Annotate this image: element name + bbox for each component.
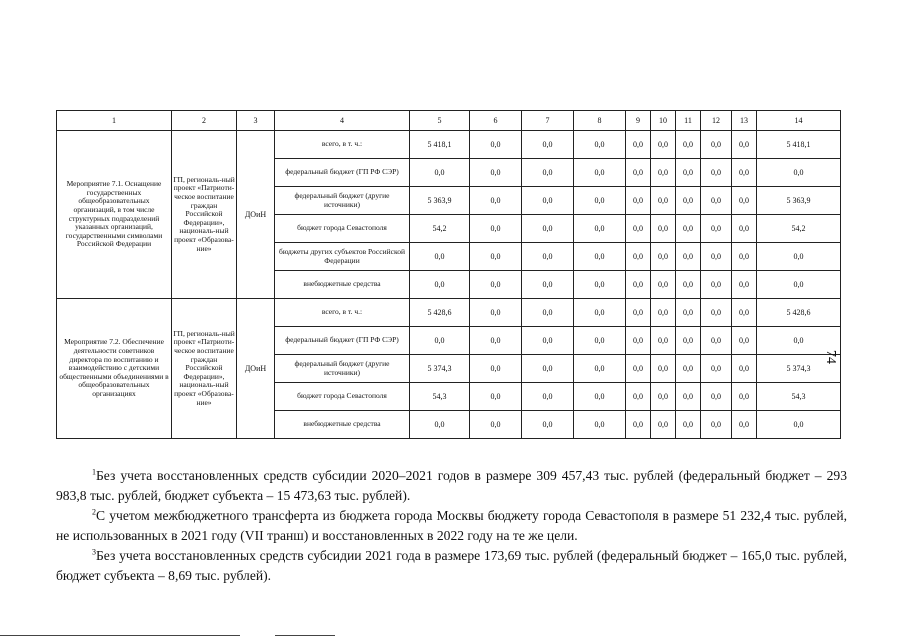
value-cell: 5 374,3 — [410, 355, 470, 383]
value-cell: 0,0 — [757, 411, 841, 439]
value-cell: 0,0 — [701, 299, 732, 327]
value-cell: 0,0 — [574, 327, 626, 355]
funding-source-cell: всего, в т. ч.: — [275, 299, 410, 327]
header-cell: 13 — [732, 111, 757, 131]
value-cell: 0,0 — [470, 243, 522, 271]
value-cell: 0,0 — [732, 271, 757, 299]
value-cell: 0,0 — [626, 243, 651, 271]
value-cell: 0,0 — [701, 327, 732, 355]
value-cell: 0,0 — [626, 271, 651, 299]
value-cell: 0,0 — [626, 327, 651, 355]
value-cell: 0,0 — [574, 187, 626, 215]
funding-source-cell: внебюджетные средства — [275, 271, 410, 299]
value-cell: 0,0 — [574, 243, 626, 271]
value-cell: 0,0 — [410, 243, 470, 271]
footnote-mark: 2 — [92, 507, 96, 517]
header-cell: 6 — [470, 111, 522, 131]
value-cell: 54,3 — [410, 383, 470, 411]
value-cell: 0,0 — [732, 411, 757, 439]
value-cell: 0,0 — [470, 131, 522, 159]
value-cell: 0,0 — [522, 243, 574, 271]
activity-name-cell: Мероприятие 7.2. Обеспечение деятельности советников директора по воспитанию и взаимодействию с детскими общественными объединениями в общеобразовательных организациях — [57, 299, 172, 439]
value-cell: 0,0 — [651, 299, 676, 327]
value-cell: 0,0 — [676, 355, 701, 383]
value-cell: 0,0 — [676, 411, 701, 439]
header-cell: 10 — [651, 111, 676, 131]
value-cell: 0,0 — [732, 187, 757, 215]
value-cell: 0,0 — [676, 187, 701, 215]
value-cell: 0,0 — [410, 159, 470, 187]
value-cell: 0,0 — [651, 215, 676, 243]
value-cell: 0,0 — [470, 411, 522, 439]
value-cell: 0,0 — [522, 327, 574, 355]
header-cell: 9 — [626, 111, 651, 131]
value-cell: 0,0 — [701, 243, 732, 271]
value-cell: 0,0 — [626, 215, 651, 243]
value-cell: 0,0 — [574, 411, 626, 439]
page-number: 74 — [823, 350, 838, 364]
funding-source-cell: бюджеты других субъектов Российской Федерации — [275, 243, 410, 271]
value-cell: 0,0 — [522, 411, 574, 439]
value-cell: 0,0 — [757, 271, 841, 299]
value-cell: 0,0 — [470, 327, 522, 355]
header-cell: 7 — [522, 111, 574, 131]
value-cell: 0,0 — [522, 159, 574, 187]
value-cell: 0,0 — [651, 383, 676, 411]
footnote-mark: 1 — [92, 467, 96, 477]
value-cell: 0,0 — [410, 271, 470, 299]
value-cell: 0,0 — [651, 355, 676, 383]
value-cell: 0,0 — [651, 131, 676, 159]
value-cell: 0,0 — [701, 159, 732, 187]
value-cell: 0,0 — [676, 131, 701, 159]
header-cell: 3 — [237, 111, 275, 131]
value-cell: 0,0 — [574, 215, 626, 243]
value-cell: 0,0 — [470, 271, 522, 299]
value-cell: 0,0 — [470, 299, 522, 327]
value-cell: 0,0 — [574, 299, 626, 327]
value-cell: 0,0 — [701, 383, 732, 411]
funding-source-cell: внебюджетные средства — [275, 411, 410, 439]
value-cell: 0,0 — [676, 383, 701, 411]
value-cell: 0,0 — [626, 355, 651, 383]
value-cell: 0,0 — [732, 215, 757, 243]
value-cell: 0,0 — [574, 271, 626, 299]
value-cell: 0,0 — [651, 243, 676, 271]
value-cell: 0,0 — [574, 355, 626, 383]
value-cell: 0,0 — [732, 383, 757, 411]
funding-source-cell: бюджет города Севастополя — [275, 215, 410, 243]
table-row — [57, 299, 841, 327]
header-cell: 11 — [676, 111, 701, 131]
value-cell: 0,0 — [626, 383, 651, 411]
value-cell: 0,0 — [522, 187, 574, 215]
header-cell: 1 — [57, 111, 172, 131]
value-cell: 0,0 — [701, 187, 732, 215]
header-cell: 4 — [275, 111, 410, 131]
value-cell: 0,0 — [522, 215, 574, 243]
table-row — [57, 131, 841, 159]
footnote-2 — [56, 506, 847, 546]
value-cell: 0,0 — [651, 187, 676, 215]
value-cell: 0,0 — [410, 411, 470, 439]
header-cell: 8 — [574, 111, 626, 131]
header-row — [57, 111, 841, 131]
value-cell: 0,0 — [701, 411, 732, 439]
footnote-text: Без учета восстановленных средств субсидии 2021 года в размере 173,69 тыс. рублей (федеральный бюджет – 165,0 тыс. рублей, бюджет субъекта – 8,69 тыс. рублей). — [56, 548, 847, 583]
value-cell: 0,0 — [732, 243, 757, 271]
scan-artifact-line — [0, 635, 240, 636]
value-cell: 0,0 — [470, 187, 522, 215]
footnote-text: Без учета восстановленных средств субсидии 2020–2021 годов в размере 309 457,43 тыс. рублей (федеральный бюджет – 293 983,8 тыс. рублей, бюджет субъекта – 15 473,63 тыс. рублей). — [56, 468, 847, 503]
funding-source-cell: федеральный бюджет (ГП РФ СЭР) — [275, 327, 410, 355]
value-cell: 0,0 — [701, 215, 732, 243]
value-cell: 0,0 — [410, 327, 470, 355]
footnote-mark: 3 — [92, 547, 96, 557]
scan-artifact-line — [275, 635, 335, 636]
footnote-text: С учетом межбюджетного трансферта из бюджета города Москвы бюджету города Севастополя в размере 51 232,4 тыс. рублей, не использованных в 2021 году (VII транш) и восстановленных в 2022 году на те же цели. — [56, 508, 847, 543]
value-cell: 0,0 — [522, 355, 574, 383]
value-cell: 0,0 — [757, 159, 841, 187]
header-cell: 12 — [701, 111, 732, 131]
value-cell: 0,0 — [701, 271, 732, 299]
executor-cell: ДОиН — [237, 131, 275, 299]
value-cell: 0,0 — [470, 383, 522, 411]
program-cell: ГП, региональ-ный проект «Патриоти-ческое воспитание граждан Российской Федерации», националь-ный проект «Образова-ние» — [172, 131, 237, 299]
activity-name-cell: Мероприятие 7.1. Оснащение государственных общеобразовательных организаций, в том числе структурных подразделений указанных организаций, государственными символами Российской Федерации — [57, 131, 172, 299]
value-cell: 0,0 — [651, 159, 676, 187]
value-cell: 0,0 — [651, 271, 676, 299]
value-cell: 0,0 — [701, 355, 732, 383]
value-cell: 54,3 — [757, 383, 841, 411]
funding-source-cell: федеральный бюджет (ГП РФ СЭР) — [275, 159, 410, 187]
value-cell: 54,2 — [757, 215, 841, 243]
program-cell: ГП, региональ-ный проект «Патриоти-ческое воспитание граждан Российской Федерации», националь-ный проект «Образова-ние» — [172, 299, 237, 439]
value-cell: 0,0 — [574, 383, 626, 411]
value-cell: 5 363,9 — [757, 187, 841, 215]
value-cell: 5 428,6 — [410, 299, 470, 327]
value-cell: 0,0 — [651, 327, 676, 355]
funding-source-cell: федеральный бюджет (другие источники) — [275, 187, 410, 215]
header-cell: 2 — [172, 111, 237, 131]
value-cell: 0,0 — [470, 159, 522, 187]
value-cell: 0,0 — [522, 271, 574, 299]
value-cell: 0,0 — [626, 131, 651, 159]
value-cell: 0,0 — [626, 411, 651, 439]
value-cell: 0,0 — [732, 355, 757, 383]
value-cell: 0,0 — [626, 299, 651, 327]
value-cell: 5 418,1 — [410, 131, 470, 159]
funding-source-cell: бюджет города Севастополя — [275, 383, 410, 411]
value-cell: 0,0 — [470, 215, 522, 243]
value-cell: 5 374,3 — [757, 355, 841, 383]
value-cell: 0,0 — [522, 131, 574, 159]
value-cell: 0,0 — [732, 299, 757, 327]
value-cell: 0,0 — [676, 243, 701, 271]
value-cell: 0,0 — [757, 327, 841, 355]
value-cell: 0,0 — [574, 159, 626, 187]
value-cell: 54,2 — [410, 215, 470, 243]
value-cell: 0,0 — [757, 243, 841, 271]
value-cell: 0,0 — [701, 131, 732, 159]
value-cell: 0,0 — [470, 355, 522, 383]
value-cell: 0,0 — [676, 271, 701, 299]
executor-cell: ДОиН — [237, 299, 275, 439]
footnote-3 — [56, 546, 847, 586]
value-cell: 5 363,9 — [410, 187, 470, 215]
funding-source-cell: федеральный бюджет (другие источники) — [275, 355, 410, 383]
value-cell: 0,0 — [522, 383, 574, 411]
value-cell: 5 428,6 — [757, 299, 841, 327]
funding-source-cell: всего, в т. ч.: — [275, 131, 410, 159]
table-body — [57, 111, 841, 439]
value-cell: 0,0 — [651, 411, 676, 439]
value-cell: 0,0 — [676, 299, 701, 327]
value-cell: 0,0 — [522, 299, 574, 327]
value-cell: 0,0 — [732, 327, 757, 355]
footnote-1 — [56, 466, 847, 506]
value-cell: 0,0 — [626, 159, 651, 187]
value-cell: 0,0 — [732, 131, 757, 159]
value-cell: 0,0 — [732, 159, 757, 187]
value-cell: 5 418,1 — [757, 131, 841, 159]
budget-table — [56, 110, 841, 439]
value-cell: 0,0 — [626, 187, 651, 215]
value-cell: 0,0 — [676, 159, 701, 187]
value-cell: 0,0 — [574, 131, 626, 159]
value-cell: 0,0 — [676, 215, 701, 243]
value-cell: 0,0 — [676, 327, 701, 355]
header-cell: 14 — [757, 111, 841, 131]
header-cell: 5 — [410, 111, 470, 131]
